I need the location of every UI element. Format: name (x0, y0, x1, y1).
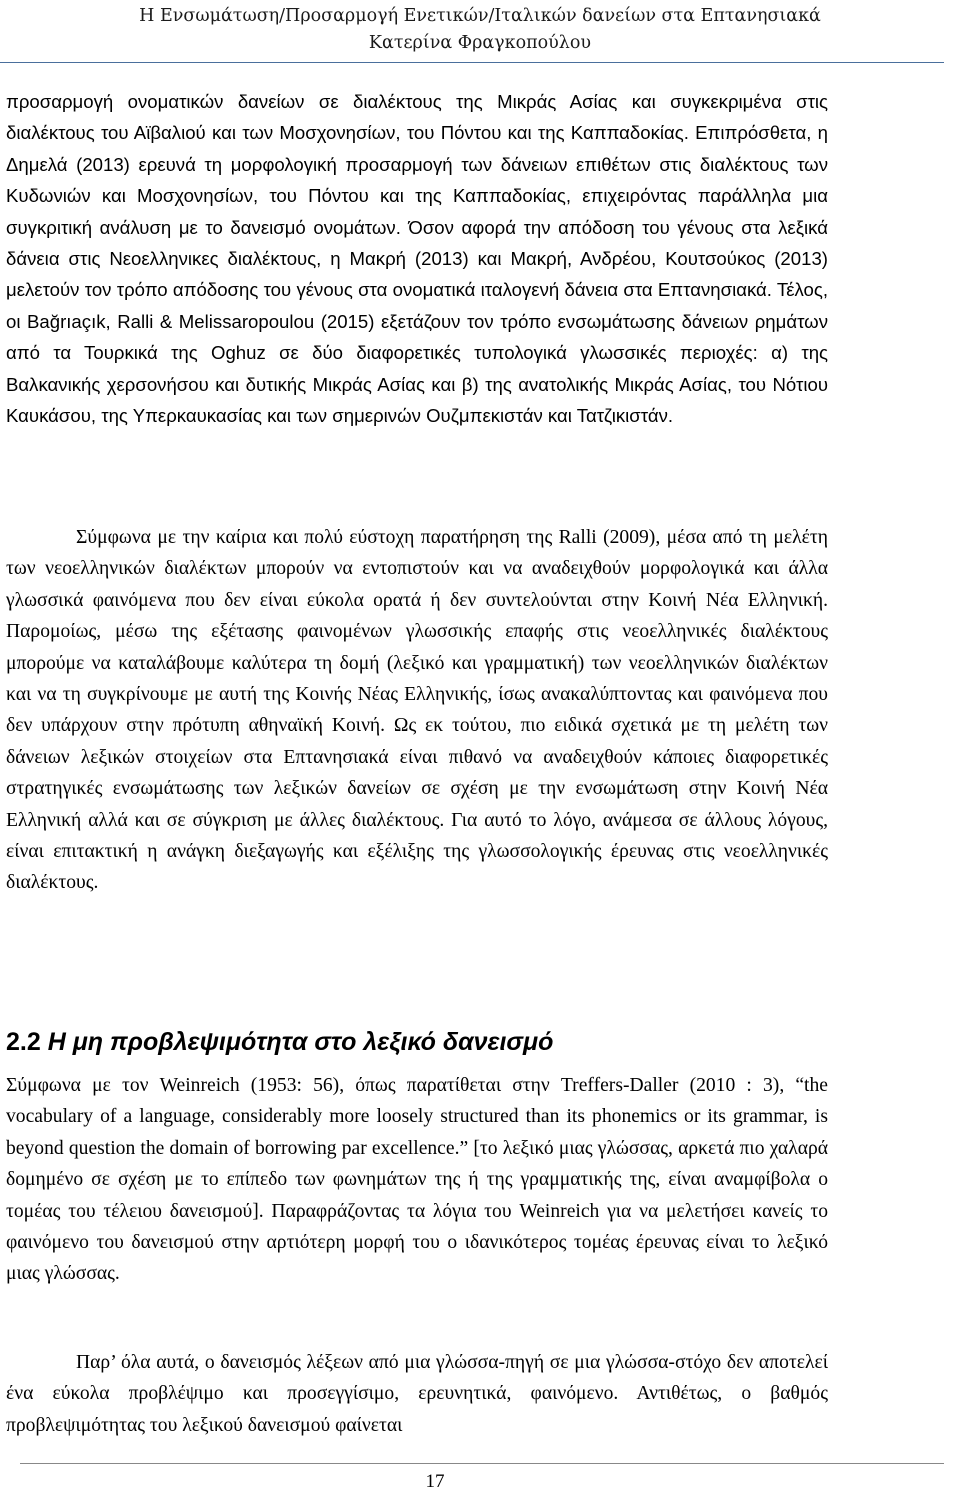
header-author: Κατερίνα Φραγκοπούλου (368, 33, 592, 53)
running-header (0, 0, 960, 57)
header-divider (0, 62, 944, 63)
body-paragraph-3: Σύμφωνα με τον Weinreich (1953: 56), όπως παρατίθεται στην Treffers-Daller (2010 : 3), “the vocabulary of a language, considerably more loosely structured than its phonemics or its grammar, is beyond question the domain of borrowing par excellence.” [το λεξικό μιας γλώσσας, αρκετά πιο χαλαρά δομημένο σε σχέση με το επίπεδο των φωνημάτων της ή της γραμματικής της, είναι αναμφίβολα ο τομέας του τέλειου δανεισμού]. Παραφράζοντας τα λόγια του Weinreich για να μελετήσει κανείς το φαινόμενο του δανεισμού στην αρτιότερη μορφή του ο ιδανικότερος τομέας έρευνας είναι το λεξικό μιας γλώσσας. (6, 1075, 828, 1285)
page-number: 17 (425, 1471, 445, 1492)
header-title: Η Ενσωμάτωση/Προσαρμογή Ενετικών/Ιταλικών δανείων στα Επτανησιακά (139, 6, 821, 26)
section-number: 2.2 (6, 1028, 41, 1056)
body-paragraph-2: Σύμφωνα με την καίρια και πολύ εύστοχη παρατήρηση της Ralli (2009), μέσα από τη μελέτη των νεοελληνικών διαλέκτων μπορούν να εντοπιστούν και να αναδειχθούν μορφολογικά και άλλα γλωσσικά φαινόμενα που δεν είναι εύκολα ορατά ή δεν συντελούνται στην Κοινή Νέα Ελληνική. Παρομοίως, μέσω της εξέτασης φαινομένων γλωσσικής επαφής στις νεοελληνικές διαλέκτους μπορούμε να καταλάβουμε καλύτερα τη δομή (λεξικό και γραμματική) των νεοελληνικών διαλέκτων και να τη συγκρίνουμε με αυτή της Κοινής Νέας Ελληνικής, ίσως ανακαλύπτοντας και φαινόμενα που δεν υπάρχουν στην πρότυπη αθηναϊκή Κοινή. Ως εκ τούτου, πιο ειδικά σχετικά με τη μελέτη των δάνειων λεξικών στοιχείων στα Επτανησιακά είναι πιθανό να αναδειχθούν κάποιες διαφορετικές στρατηγικές ενσωμάτωσης των λεξικών δανείων σε σχέση με την ενσωμάτωση στην Κοινή Νέα Ελληνική αλλά και σε σύγκριση με άλλες διαλέκτους. Για αυτό το λόγο, ανάμεσα σε άλλους λόγους, είναι επιτακτική η ανάγκη διεξαγωγής και εξέλιξης της γλωσσολογικής έρευνας στις νεοελληνικές διαλέκτους. (6, 527, 828, 894)
body-paragraph-4: Παρ’ όλα αυτά, ο δανεισμός λέξεων από μια γλώσσα-πηγή σε μια γλώσσα-στόχο δεν αποτελεί ένα εύκολα προβλέψιμο και προσεγγίσιμο, ερευνητικά, φαινόμενο. Αντιθέτως, ο βαθμός προβλεψιμότητας του λεξικού δανεισμού φαίνεται (6, 1352, 828, 1436)
section-title: Η μη προβλεψιμότητα στο λεξικό δανεισμό (47, 1028, 554, 1056)
body-paragraph-1: προσαρμογή ονοματικών δανείων σε διαλέκτους της Μικράς Ασίας και συγκεκριμένα στις διαλέκτους του Αϊβαλιού και των Μοσχονησίων, του Πόντου και της Καππαδοκίας. Επιπρόσθετα, η Δημελά (2013) ερευνά τη μορφολογική προσαρμογή των δάνειων επιθέτων στις διαλέκτους των Κυδωνιών και Μοσχονησίων, του Πόντου και της Καππαδοκίας, επιχειρόντας παράλληλα μια συγκριτική ανάλυση με το δανεισμό ονομάτων. Όσον αφορά την απόδοση του γένους στα λεξικά δάνεια στις Νεοελληνικες διαλέκτους, η Μακρή (2013) και Μακρή, Ανδρέου, Κουτσούκος (2013) μελετούν τον τρόπο απόδοσης του γένους στα ονοματικά ιταλογενή δάνεια στα Επτανησιακά. Τέλος, οι Bağrıaçık, Ralli & Melissaropoulou (2015) εξετάζουν τον τρόπο ενσωμάτωσης δάνειων ρημάτων από τα Τουρκικά της Oghuz σε δύο διαφορετικές τυπολογικά γλωσσικές περιοχές: α) της Βαλκανικής χερσονήσου και δυτικής Μικράς Ασίας και β) της ανατολικής Μικράς Ασίας, του Νότιου Καυκάσου, της Υπερκαυκασίας και των σημερινών Ουζμπεκιστάν και Τατζικιστάν. (6, 91, 828, 427)
footer-divider (20, 1463, 944, 1464)
section-heading (6, 1022, 828, 1062)
